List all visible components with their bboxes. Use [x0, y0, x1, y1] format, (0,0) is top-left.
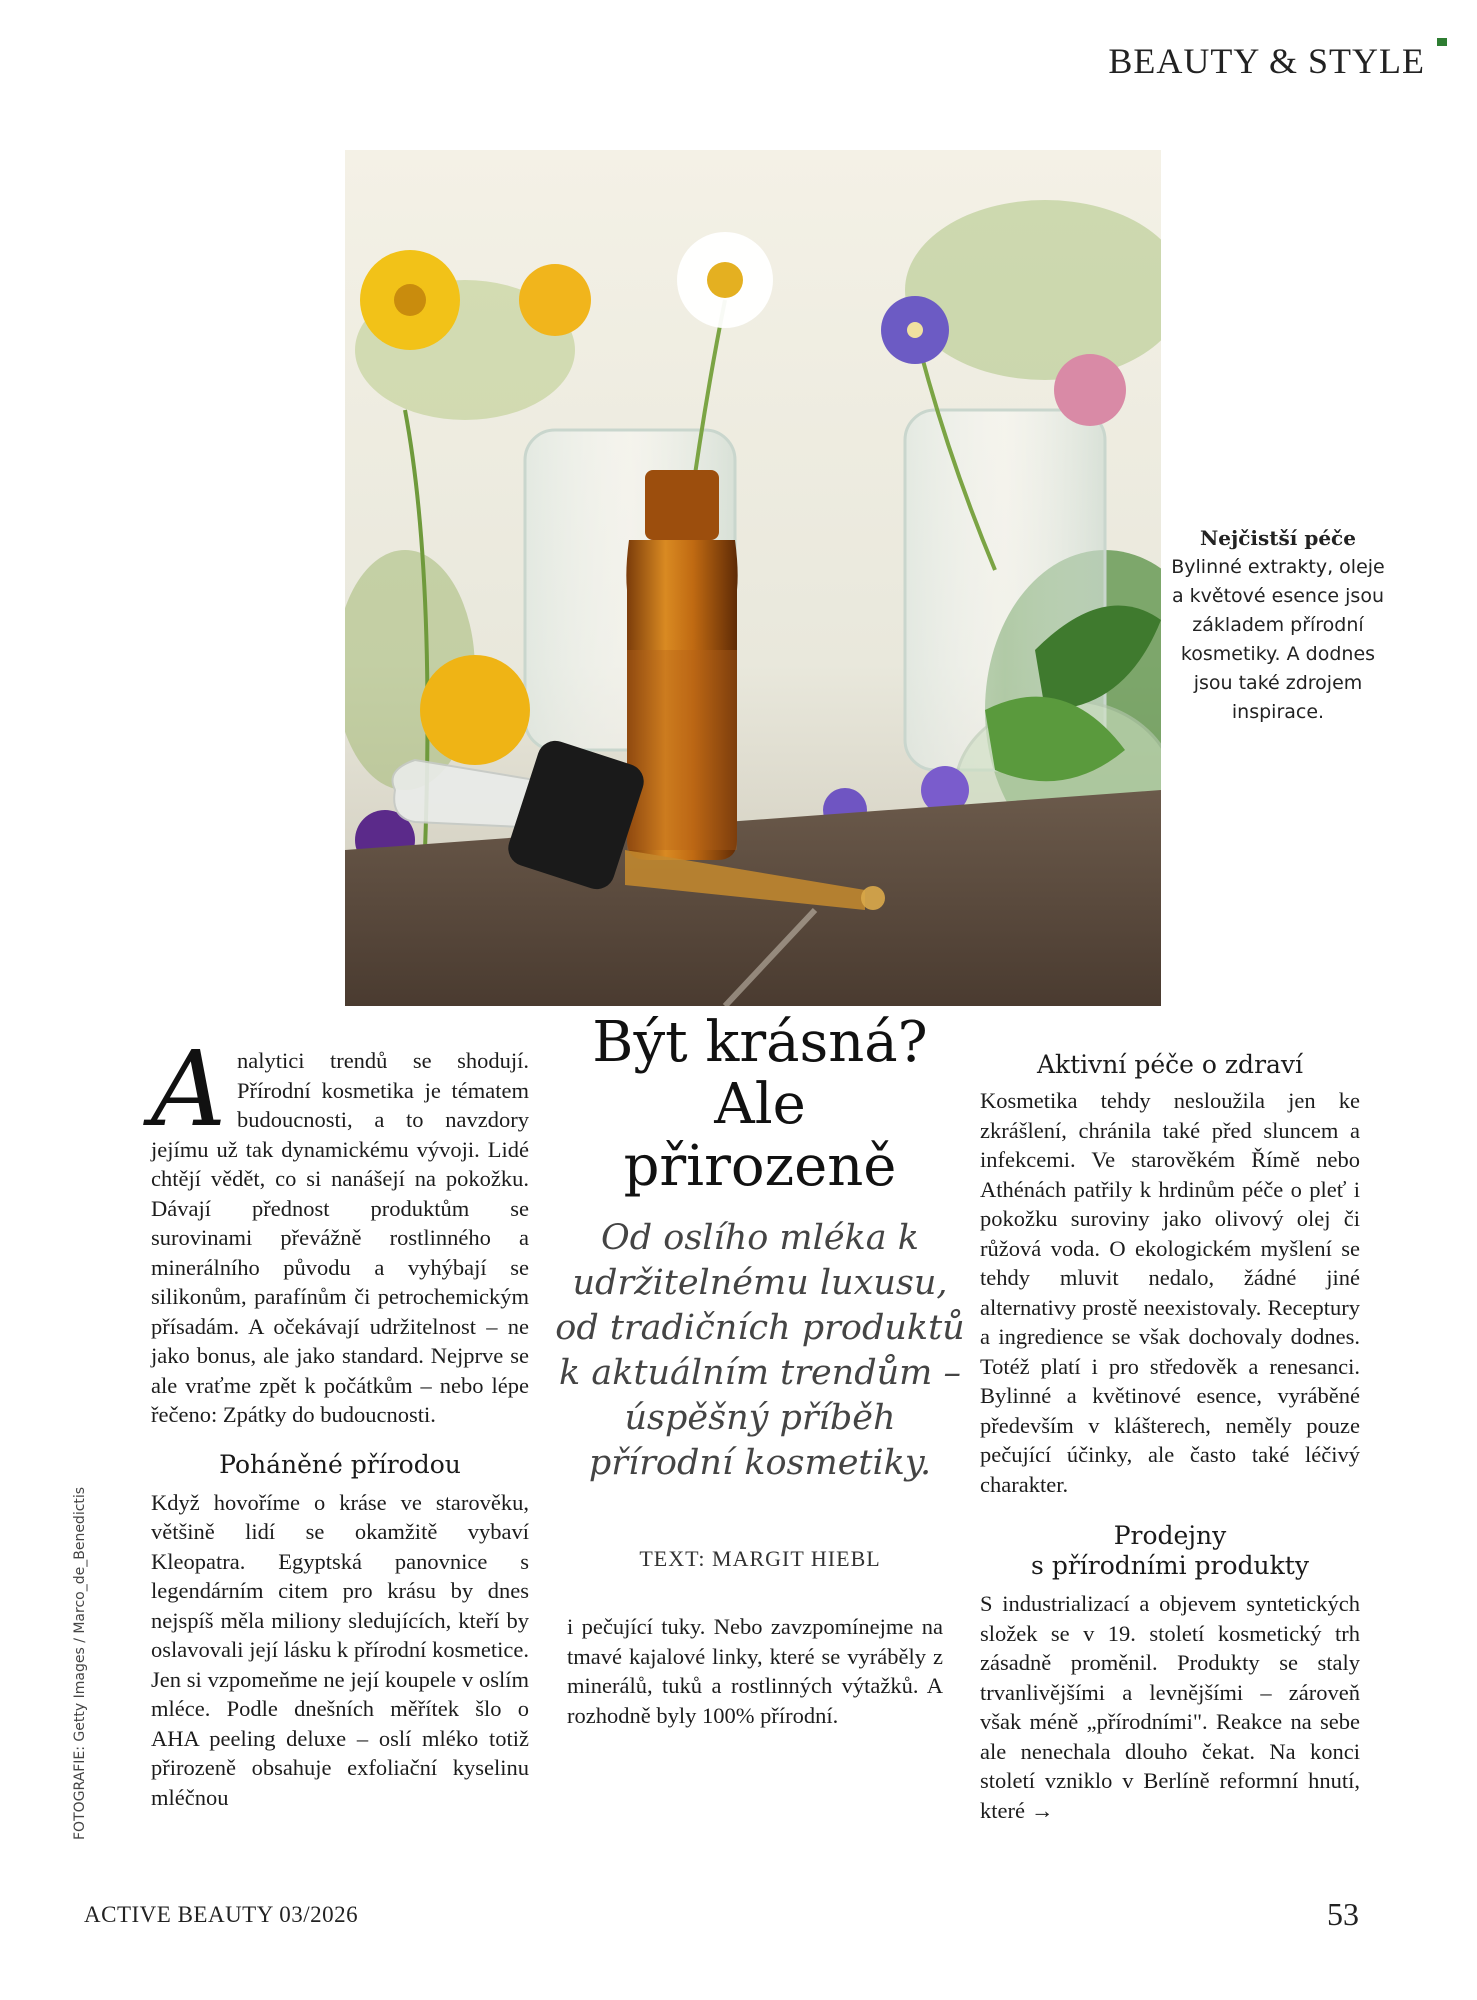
subhead-aktivni-pece: Aktivní péče o zdraví: [1036, 1050, 1304, 1079]
subtitle: Od oslího mléka k udržitelnému luxusu, od tradičních produktů k aktuálním trendům – úspěšný příběh přírodní kosmetiky.: [555, 1218, 965, 1483]
publication-footer: ACTIVE BEAUTY 03/2026: [84, 1902, 359, 1927]
subhead-pohanene: Poháněné přírodou: [219, 1449, 461, 1479]
article-column-middle: [567, 1612, 943, 1730]
headline-line-1: Být krásná?: [592, 1010, 928, 1075]
paragraph-starovek: Kosmetika tehdy nesloužila jen ke zkrášlení, chránila také před sluncem a infekcemi. Ve starověkém Římě nebo Athénách patřily k hrdinům péče o pleť i pokožku suroviny jako olivový olej či růžová voda. O ekologickém myšlení se tehdy mluvit nedalo, žádné jiné alternativy prostě neexistovaly. Receptury a ingredience se však dochovaly dodnes. Totéž platí i pro středověk a renesanci. Bylinné a květinové esence, vyráběné především v klášterech, neměly pouze pečující účinky, ale často také léčivý charakter.: [980, 1088, 1360, 1497]
headline: [560, 1012, 960, 1198]
subhead-prodejny-line-2: s přírodními produkty: [1031, 1551, 1309, 1580]
continue-arrow-icon: →: [1030, 1797, 1054, 1823]
hero-photo: [345, 150, 1161, 1006]
subhead-prodejny: [980, 1521, 1360, 1581]
byline: TEXT: MARGIT HIEBL: [639, 1546, 881, 1571]
intro-text: nalytici trendů se shodují. Přírodní kosmetika je tématem budoucnosti, a to navzdory jejímu už tak dynamickému vývoji. Lidé chtějí vědět, co si nanášejí na pokožku. Dávají přednost produktům se surovinami převážně rostlinného a minerálního původu a vyhýbají se silikonům, parafínům či petrochemickým přísadám. A očekávají udržitelnost – ne jako bonus, ale jako standard. Nejprve se ale vraťme zpět k počátkům – nebo lépe řečeno: Zpátky do budoucnosti.: [151, 1048, 529, 1427]
article-column-left: [151, 1028, 529, 1812]
photo-caption: [1168, 524, 1388, 727]
subhead-prodejny-line-1: Prodejny: [1113, 1521, 1227, 1550]
drop-cap: A: [151, 1028, 227, 1150]
article-column-right: [980, 1086, 1360, 1825]
corner-mark-icon: [1437, 38, 1447, 46]
photo-credit: FOTOGRAFIE: Getty Images / Marco_de_Benedictis: [72, 1486, 88, 1840]
paragraph-industrializace: [980, 1589, 1360, 1825]
headline-line-2: Ale: [714, 1072, 806, 1137]
section-title: BEAUTY & STYLE: [1108, 41, 1425, 81]
page-number: 53: [1327, 1896, 1359, 1932]
paragraph-kleopatra: Když hovoříme o kráse ve starověku, většině lidí se okamžitě vybaví Kleopatra. Egyptská panovnice s legendárním citem pro krásu by dnes nejspíš měla miliony sledujících, kteří by oslavovali její lásku k přírodní kosmetice. Jen si vzpomeňme ne její koupele v oslím mléce. Podle dnešních měřítek šlo o AHA peeling deluxe – oslí mléko totiž přirozeně obsahuje exfoliační kyselinu mléčnou: [151, 1489, 529, 1810]
photo-illustration: [345, 150, 1161, 1006]
caption-text: Bylinné extrakty, oleje a květové esence jsou základem přírodní kosmetiky. A dodnes jsou také zdrojem inspirace.: [1171, 556, 1385, 723]
caption-title: Nejčistší péče: [1200, 526, 1356, 550]
intro-paragraph: [151, 1028, 529, 1430]
industrializace-text: S industrializací a objevem syntetických složek se v 19. století kosmetický trh zásadně proměnil. Produkty se staly trvanlivějšími a levnějšími – zároveň však méně „přírodními". Reakce na sebe ale nenechala dlouho čekat. Na konci století vzniklo v Berlíně reformní hnutí, které: [980, 1591, 1360, 1823]
paragraph-kajal: i pečující tuky. Nebo zavzpomínejme na tmavé kajalové linky, které se vyráběly z minerálů, tuků a rostlinných výtažků. A rozhodně byly 100% přírodní.: [567, 1614, 943, 1728]
headline-line-3: přirozeně: [623, 1134, 897, 1199]
